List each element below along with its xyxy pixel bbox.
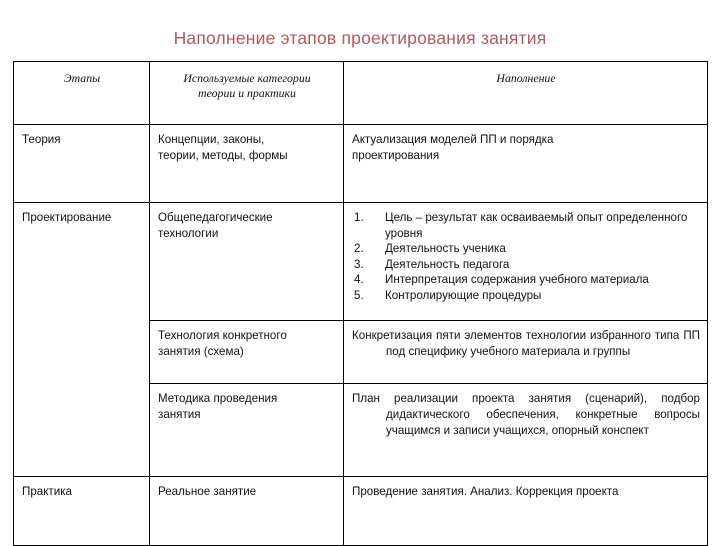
- categories-design-line2: технологии: [158, 226, 219, 240]
- cell-content-practice: [344, 477, 708, 546]
- cell-categories-design: [150, 203, 344, 321]
- cell-categories-theory: [150, 125, 344, 203]
- list-item: Деятельность ученика: [385, 242, 506, 256]
- content-technology-text: Конкретизация пяти элементов технологии избранного типа ПП под специфику учебного материала и группы: [352, 329, 700, 358]
- categories-theory-line1: Концепции, законы,: [158, 133, 265, 146]
- categories-technology-line1: Технология конкретного: [158, 329, 287, 342]
- cell-content-method: [344, 384, 708, 477]
- header-label-content: Наполнение: [496, 71, 556, 85]
- stages-table-container: [13, 61, 707, 546]
- stage-label-theory: Теория: [22, 133, 61, 146]
- cell-content-theory: [344, 125, 708, 203]
- categories-theory-line2: теории, методы, формы: [158, 148, 288, 162]
- content-design-list: [352, 210, 700, 304]
- cell-categories-practice: [150, 477, 344, 546]
- page-title: Наполнение этапов проектирования занятия: [173, 28, 547, 48]
- stage-label-design: Проектирование: [22, 211, 112, 224]
- cell-categories-technology: [150, 321, 344, 384]
- cell-stage-practice: [14, 477, 150, 546]
- header-label-categories-line2: теории и практики: [198, 86, 296, 100]
- cell-content-technology: [344, 321, 708, 384]
- header-cell-categories: [150, 62, 344, 125]
- categories-method-line2: занятия: [158, 407, 201, 421]
- categories-design-line1: Общепедагогические: [158, 211, 273, 224]
- categories-practice-text: Реальное занятие: [158, 485, 257, 498]
- content-theory-line2: проектирования: [352, 148, 440, 162]
- content-method-text: План реализации проекта занятия (сценарий), подбор дидактического обеспечения, конкретные вопросы учащимся и записи учащихся, опорный конспект: [352, 392, 700, 437]
- stages-table: [13, 61, 708, 546]
- stage-label-practice: Практика: [22, 485, 72, 498]
- categories-technology-line2: занятия (схема): [158, 344, 244, 358]
- table-header-row: [14, 62, 708, 125]
- table-row-practice: [14, 477, 708, 546]
- content-practice-text: Проведение занятия. Анализ. Коррекция проекта: [352, 485, 619, 498]
- header-cell-content: [344, 62, 708, 125]
- header-cell-stages: [14, 62, 150, 125]
- header-label-stages: Этапы: [63, 71, 101, 85]
- header-label-categories-line1: Используемые категории: [183, 71, 311, 85]
- list-item: Контролирующие процедуры: [385, 288, 542, 302]
- list-item: Интерпретация содержания учебного материала: [385, 273, 649, 287]
- categories-method-line1: Методика проведения: [158, 392, 278, 405]
- cell-categories-method: [150, 384, 344, 477]
- cell-stage-design: [14, 203, 150, 477]
- list-item: Деятельность педагога: [385, 257, 510, 271]
- table-row-design: [14, 203, 708, 321]
- table-row-theory: [14, 125, 708, 203]
- content-theory-line1: Актуализация моделей ПП и порядка: [352, 133, 554, 146]
- cell-stage-theory: [14, 125, 150, 203]
- cell-content-design: [344, 203, 708, 321]
- list-item: Цель – результат как осваиваемый опыт определенного уровня: [385, 211, 688, 240]
